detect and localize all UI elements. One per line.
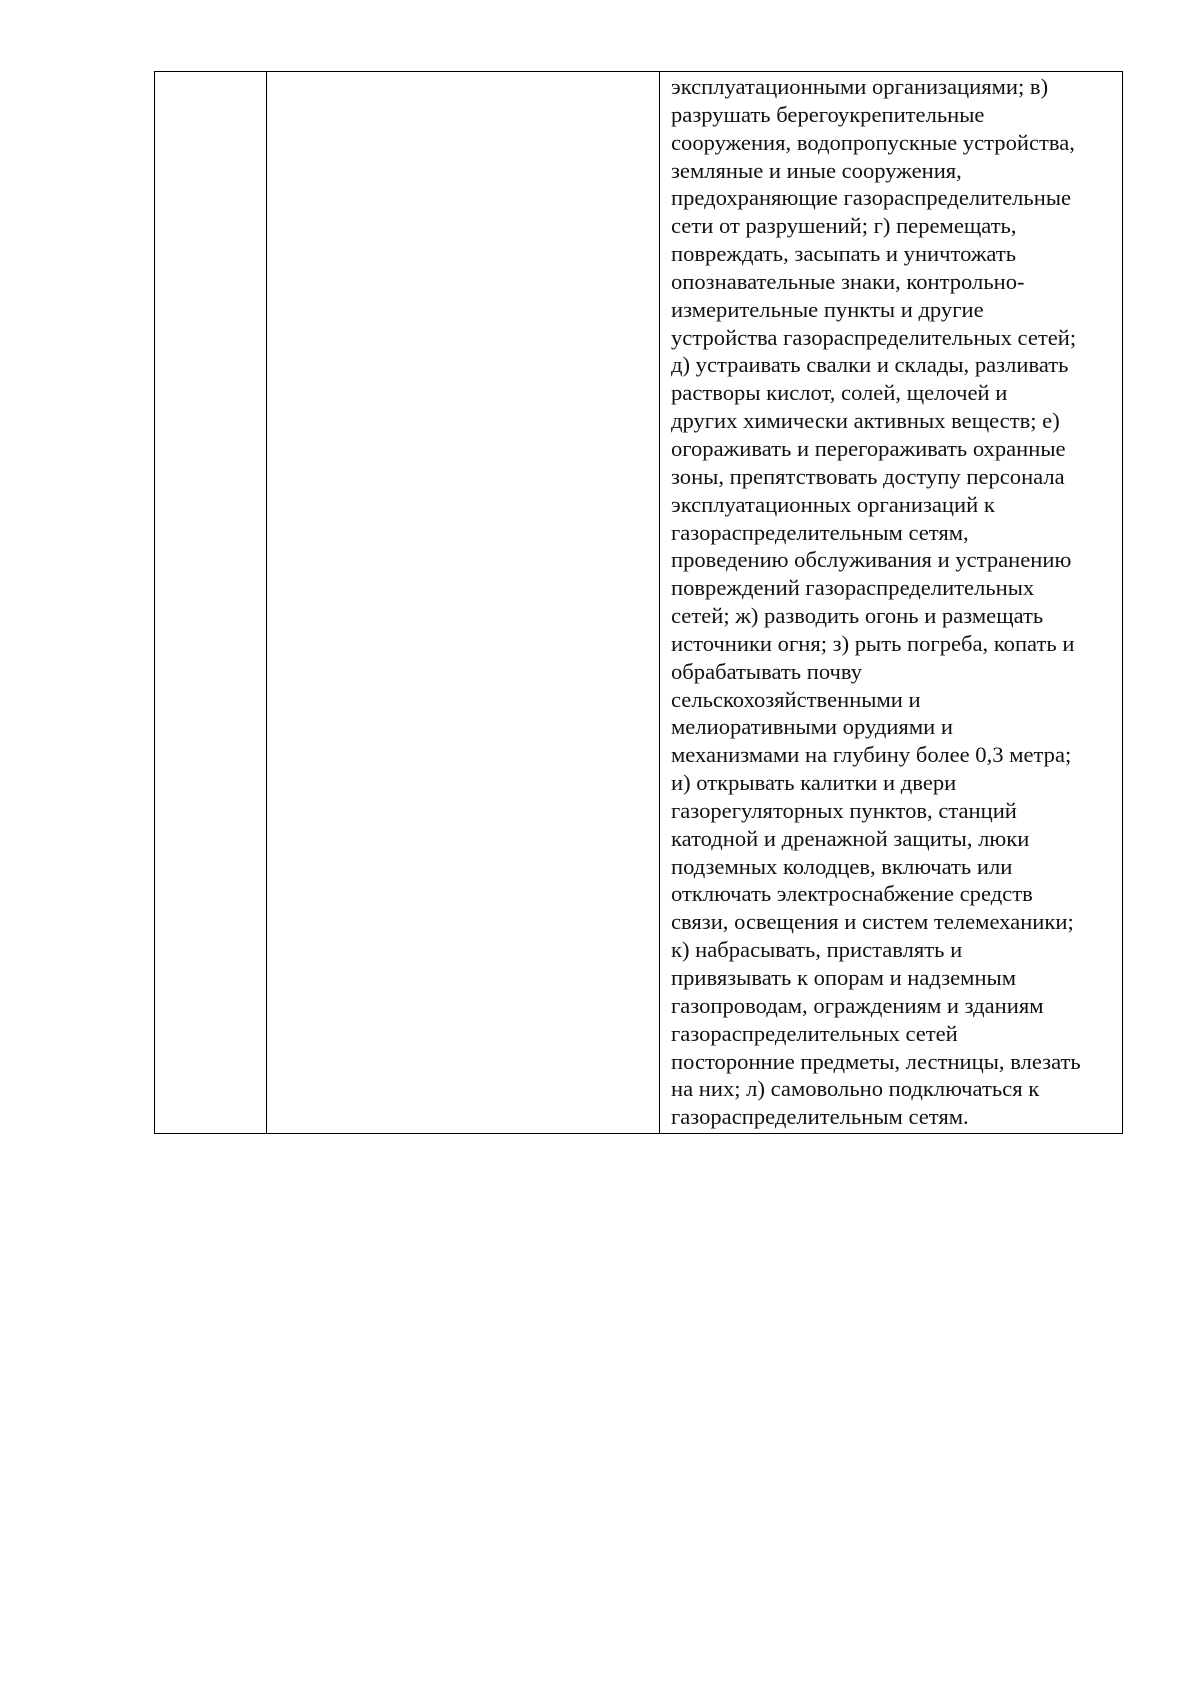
text-line: разрушать берегоукрепительные bbox=[671, 101, 985, 127]
text-line: посторонние предметы, лестницы, влезать bbox=[671, 1048, 1081, 1074]
text-line: повреждать, засыпать и уничтожать bbox=[671, 241, 1017, 267]
text-line: газорегуляторных пунктов, станций bbox=[671, 797, 1017, 823]
table-row bbox=[155, 72, 1123, 1134]
text-line: на них; л) самовольно подключаться к bbox=[671, 1076, 1040, 1102]
text-line: эксплуатационных организаций к bbox=[671, 491, 995, 517]
text-line: связи, освещения и систем телемеханики; bbox=[671, 909, 1074, 935]
text-line: д) устраивать свалки и склады, разливать bbox=[671, 352, 1069, 378]
text-line: механизмами на глубину более 0,3 метра; bbox=[671, 742, 1072, 768]
text-line: предохраняющие газораспределительные bbox=[671, 185, 1072, 211]
text-line: эксплуатационными организациями; в) bbox=[671, 74, 1049, 99]
text-line: сооружения, водопропускные устройства, bbox=[671, 129, 1075, 155]
text-line: газораспределительным сетям. bbox=[671, 1104, 969, 1130]
text-line: газопроводам, ограждениям и зданиям bbox=[671, 992, 1044, 1018]
text-line: повреждений газораспределительных bbox=[671, 575, 1035, 601]
text-line: привязывать к опорам и надземным bbox=[671, 965, 1017, 990]
text-line: сетей; ж) разводить огонь и размещать bbox=[671, 603, 1044, 629]
text-line: проведению обслуживания и устранению bbox=[671, 547, 1072, 573]
document-table bbox=[154, 71, 1123, 1134]
text-line: других химически активных веществ; е) bbox=[671, 408, 1060, 434]
text-line: источники огня; з) рыть погреба, копать и bbox=[671, 630, 1075, 656]
text-line: газораспределительных сетей bbox=[671, 1020, 958, 1046]
text-line: устройства газораспределительных сетей; bbox=[671, 324, 1077, 350]
restrictions-text bbox=[660, 72, 1122, 1133]
text-line: отключать электроснабжение средств bbox=[671, 881, 1033, 907]
text-line: опознавательные знаки, контрольно- bbox=[671, 268, 1025, 294]
table-cell-description bbox=[267, 72, 660, 1134]
table-cell-number bbox=[155, 72, 267, 1134]
text-line: растворы кислот, солей, щелочей и bbox=[671, 380, 1008, 406]
text-line: сети от разрушений; г) перемещать, bbox=[671, 213, 1017, 239]
text-line: огораживать и перегораживать охранные bbox=[671, 435, 1066, 461]
text-line: газораспределительным сетям, bbox=[671, 519, 969, 545]
text-line: зоны, препятствовать доступу персонала bbox=[671, 463, 1065, 489]
text-line: сельскохозяйственными и bbox=[671, 686, 921, 712]
table-cell-restrictions bbox=[660, 72, 1123, 1134]
text-line: обрабатывать почву bbox=[671, 658, 863, 684]
text-line: подземных колодцев, включать или bbox=[671, 853, 1013, 879]
text-line: земляные и иные сооружения, bbox=[671, 157, 962, 183]
text-line: мелиоративными орудиями и bbox=[671, 714, 953, 740]
text-line: катодной и дренажной защиты, люки bbox=[671, 825, 1030, 851]
text-line: к) набрасывать, приставлять и bbox=[671, 937, 963, 963]
text-line: измерительные пункты и другие bbox=[671, 296, 984, 322]
text-line: и) открывать калитки и двери bbox=[671, 770, 957, 796]
